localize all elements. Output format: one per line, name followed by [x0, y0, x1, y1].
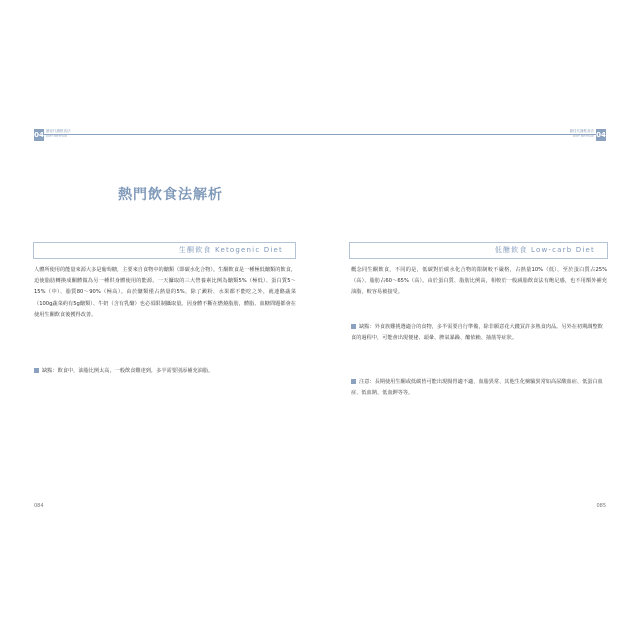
running-head-right-title: 最佳代謝飲食法 [569, 129, 594, 133]
running-head-right-sub: DIET METHOD [572, 134, 594, 138]
chapter-badge-left: 04 [34, 131, 44, 139]
section-title-lowcarb: 低醣飲食 Low-carb Diet [349, 242, 608, 259]
running-head-left [46, 129, 71, 139]
bullet-square-icon [34, 368, 39, 373]
lowcarb-note-caution [351, 377, 607, 399]
running-head-left-sub: DIET METHOD [46, 134, 68, 138]
ketogenic-body: 人體所使用的能量來源大多是葡萄糖，主要來自食物中的醣類（即碳水化合物）。生酮飲食是一種極低醣類的飲食，迫使脂肪轉換成酮體做為另一種供身體使用的能源。一天攝取的三大營養素比例為醣類5%（極低）、蛋白質5～15%（中）、脂質80～90%（極高）。由於醣類僅占熱量的5%，除了澱粉、水果都不能吃之外，就連酪蔬菜（100g蔬菜約有5g醣類）、牛奶（含有乳醣）也必須限制攝取量。因身體不斷在燃燒脂肪，體脂、血糖問題都會在使用生酮飲食後獲得改善。 [34, 267, 296, 318]
lowcarb-note-drawbacks-text: 缺點：外食族難挑選適合的食物，多半需要自行準備，除非願意花大錢買許多熟食肉品。另外在初期調整飲食的過程中，可能會出現便祕、頭暈、脾氣暴躁、醣依賴、抽筋等症狀。 [351, 324, 603, 342]
page-number-right: 085 [596, 503, 606, 509]
header-rule [34, 134, 606, 135]
page-number-left: 084 [34, 503, 44, 509]
running-head-left-title: 最佳代謝飲食法 [46, 129, 71, 133]
lowcarb-body: 概念同生酮飲食，不同的是，低碳對於碳水化合物的限制較不嚴格，占熱量10%（低），至於蛋白質占25%（高）、脂肪占60～65%（高）。由於蛋白質、脂肪比例高，相較於一般減脂飲食法有飽足感，也不用額外補充油脂，較容易被接受。 [351, 267, 607, 296]
ketogenic-note-text: 缺點：飲食中，油脂比例太高，一般飲食難達到，多半需要別添補充油脂。 [42, 368, 214, 374]
lowcarb-note-drawbacks [351, 322, 607, 344]
running-head-right [570, 129, 595, 139]
ketogenic-note [34, 366, 296, 377]
bullet-square-icon [351, 324, 356, 329]
chapter-badge-right: 04 [596, 131, 606, 139]
section-title-ketogenic: 生酮飲食 Ketogenic Diet [33, 242, 296, 259]
bullet-square-icon [351, 379, 356, 384]
page-title: 熱門飲食法解析 [118, 187, 223, 203]
lowcarb-note-caution-text: 注意：長期使用生酮或低碳皆可能出現腸胃適不適、血脂異常、其他生化檢驗異常如高尿酸血症、低蛋白血症、低血鈉、低血鉀等等。 [351, 379, 603, 397]
